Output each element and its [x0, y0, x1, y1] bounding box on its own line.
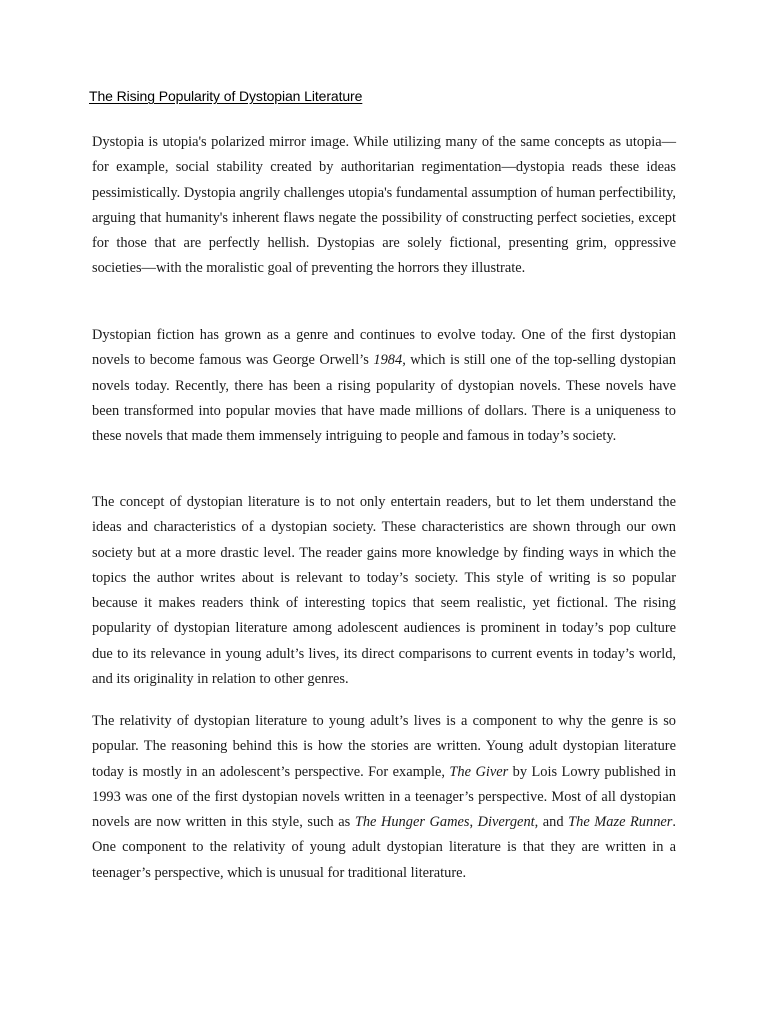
book-title-the-hunger-games: The Hunger Games [354, 814, 470, 831]
paragraph-text: . One component to the relativity of young adult dystopian literature is that they are written in a teenager’s perspective, which is unusual for traditional literature. [92, 814, 676, 881]
paragraph-1 [92, 130, 676, 282]
paragraph-text: by Lois Lowry published in 1993 was one of the first dystopian novels written in a teenager’s perspective. Most of all dystopian novels are now written in this style, such as [92, 763, 676, 831]
paragraph-text: Dystopia is utopia's polarized mirror image. While utilizing many of the same concepts as utopia—for example, social stability created by authoritarian regimentation—dystopia reads these ideas pessimistically. Dystopia angrily challenges utopia's fundamental assumption of human perfectibility, arguing that humanity's inherent flaws negate the possibility of constructing perfect societies, except for those that are perfectly hellish. Dystopias are solely fictional, presenting grim, oppressive societies—with the moralistic goal of preventing the horrors they illustrate. [92, 134, 676, 277]
book-title-the-giver: The Giver [449, 763, 509, 780]
paragraph-2 [92, 323, 676, 449]
paragraph-3 [92, 490, 676, 692]
paragraph-text: , and [534, 814, 569, 831]
paragraph-text: The relativity of dystopian literature to young adult’s lives is a component to why the genre is so popular. The reasoning behind this is how the stories are written. Young adult dystopian literature today is mostly in an adolescent’s perspective. For example, [92, 713, 676, 780]
paragraph-text: , which is still one of the top-selling dystopian novels today. Recently, there has been a rising popularity of dystopian novels. These novels have been transformed into popular movies that have made millions of dollars. There is a uniqueness to these novels that made them immensely intriguing to people and famous in today’s society. [92, 352, 676, 445]
book-title-1984: 1984 [373, 352, 403, 369]
document-title: The Rising Popularity of Dystopian Literature [89, 88, 363, 104]
paragraph-4 [92, 709, 676, 886]
paragraph-text: The concept of dystopian literature is to not only entertain readers, but to let them understand the ideas and characteristics of a dystopian society. These characteristics are shown through our own society but at a more drastic level. The reader gains more knowledge by finding ways in which the topics the author writes about is relevant to today’s society. This style of writing is so popular because it makes readers think of interesting topics that seem realistic, yet fictional. The rising popularity of dystopian literature among adolescent audiences is prominent in today’s pop culture due to its relevance in young adult’s lives, its direct comparisons to current events in today’s world, and its originality in relation to other genres. [92, 494, 676, 688]
book-title-the-maze-runner: The Maze Runner [568, 814, 673, 831]
paragraph-text: Dystopian fiction has grown as a genre and continues to evolve today. One of the first dystopian novels to become famous was George Orwell’s [92, 327, 676, 369]
book-title-divergent: Divergent [477, 814, 535, 831]
paragraph-text: , [469, 814, 478, 831]
